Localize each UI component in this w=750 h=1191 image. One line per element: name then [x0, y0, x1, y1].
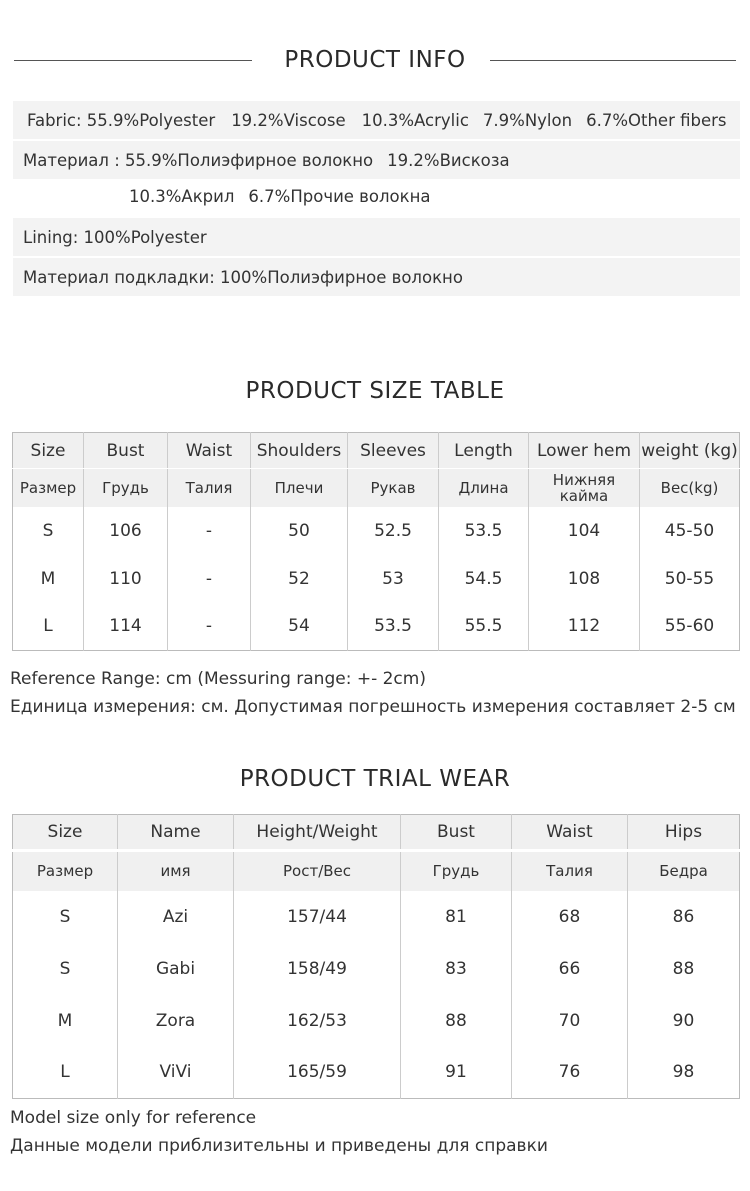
- material-ru-other: 6.7%Прочие волокна: [248, 186, 431, 206]
- table-cell: 50-55: [640, 555, 740, 603]
- table-cell: -: [168, 507, 251, 555]
- table-cell: 162/53: [234, 995, 401, 1047]
- table-cell: 114: [84, 603, 168, 651]
- table-row: [13, 555, 740, 603]
- trial-note-en: Model size only for reference: [10, 1108, 257, 1128]
- size-header-ru: [13, 469, 740, 507]
- size-header-cell: Sleeves: [348, 433, 439, 469]
- table-cell: 86: [628, 891, 740, 943]
- table-cell: L: [43, 616, 53, 637]
- table-cell: 76: [512, 1047, 628, 1099]
- table-cell: 106: [84, 507, 168, 555]
- table-cell: 88: [628, 943, 740, 995]
- size-header-cell: Length: [439, 433, 529, 469]
- table-cell: Zora: [118, 995, 234, 1047]
- trial-note-ru: Данные модели приблизительны и приведены для справки: [10, 1136, 548, 1156]
- material-ru-viscose: 19.2%Вискоза: [387, 150, 510, 170]
- fabric-row: [13, 101, 740, 139]
- table-cell: 53: [348, 555, 439, 603]
- table-cell: ViVi: [118, 1047, 234, 1099]
- table-cell: L: [60, 1062, 70, 1083]
- table-cell: M: [57, 1010, 73, 1031]
- material-ru-polyester: Материал : 55.9%Полиэфирное волокно: [23, 150, 374, 170]
- table-cell: 66: [512, 943, 628, 995]
- material-ru-row-2: [13, 179, 740, 213]
- size-header-cell: Size: [13, 433, 84, 469]
- table-cell: 52.5: [348, 507, 439, 555]
- table-row: [13, 1047, 740, 1099]
- size-header-ru-cell: Рукав: [348, 469, 439, 507]
- table-cell: S: [59, 958, 71, 979]
- table-cell: 53.5: [348, 603, 439, 651]
- table-cell: 165/59: [234, 1047, 401, 1099]
- table-cell: S: [42, 520, 54, 541]
- size-header-cell: Waist: [168, 433, 251, 469]
- product-info-title: PRODUCT INFO: [284, 47, 466, 73]
- size-header-ru-cell: Размер: [13, 469, 84, 507]
- table-cell: 91: [401, 1047, 512, 1099]
- trial-header-ru-cell: имя: [118, 851, 234, 891]
- table-cell: 158/49: [234, 943, 401, 995]
- trial-header-ru-cell: Грудь: [401, 851, 512, 891]
- trial-header-ru-cell: Бедра: [628, 851, 740, 891]
- size-note-en: Reference Range: cm (Messuring range: +- 2cm): [10, 669, 426, 689]
- trial-header-cell: Height/Weight: [234, 815, 401, 851]
- size-header-ru-cell: Грудь: [84, 469, 168, 507]
- table-cell: 108: [529, 555, 640, 603]
- fabric-other: 6.7%Other fibers: [586, 110, 727, 130]
- lower-hem-ru-label: Нижняя кайма: [552, 470, 616, 505]
- lining-text: Lining: 100%Polyester: [23, 227, 207, 247]
- table-row: [13, 943, 740, 995]
- table-cell: Gabi: [118, 943, 234, 995]
- table-cell: M: [40, 568, 56, 589]
- table-row: [13, 995, 740, 1047]
- size-table: [12, 432, 740, 651]
- lining-row: [13, 218, 740, 256]
- table-row: [13, 507, 740, 555]
- material-ru-acrylic: 10.3%Акрил: [129, 186, 235, 206]
- size-header-ru-cell: Плечи: [251, 469, 348, 507]
- trial-header-ru-cell: Талия: [512, 851, 628, 891]
- table-cell: 112: [529, 603, 640, 651]
- table-cell: Azi: [118, 891, 234, 943]
- table-row: [13, 891, 740, 943]
- trial-header-en: [13, 815, 740, 851]
- table-cell: 52: [251, 555, 348, 603]
- trial-header-cell: Hips: [628, 815, 740, 851]
- table-cell: 54.5: [439, 555, 529, 603]
- table-cell: -: [168, 603, 251, 651]
- trial-wear-title: PRODUCT TRIAL WEAR: [239, 766, 511, 792]
- size-header-ru-cell: Талия: [168, 469, 251, 507]
- table-cell: 81: [401, 891, 512, 943]
- table-cell: -: [168, 555, 251, 603]
- size-header-cell: Bust: [84, 433, 168, 469]
- trial-header-ru-cell: Рост/Вес: [234, 851, 401, 891]
- table-cell: 157/44: [234, 891, 401, 943]
- table-cell: 104: [529, 507, 640, 555]
- lining-ru-text: Материал подкладки: 100%Полиэфирное волокно: [23, 267, 463, 287]
- fabric-polyester: Fabric: 55.9%Polyester: [27, 110, 216, 130]
- size-header-ru-cell: Вес(kg): [640, 469, 740, 507]
- table-cell: 83: [401, 943, 512, 995]
- size-table-title: PRODUCT SIZE TABLE: [245, 378, 505, 404]
- trial-header-ru: [13, 851, 740, 891]
- table-cell: 88: [401, 995, 512, 1047]
- table-cell: 53.5: [439, 507, 529, 555]
- lining-ru-row: [13, 258, 740, 296]
- table-cell: 98: [628, 1047, 740, 1099]
- fabric-nylon: 7.9%Nylon: [482, 110, 573, 130]
- trial-header-cell: Name: [118, 815, 234, 851]
- size-header-cell: Shoulders: [251, 433, 348, 469]
- size-header-ru-cell: [529, 469, 640, 507]
- fabric-viscose: 19.2%Viscose: [231, 110, 346, 130]
- size-header-cell: weight (kg): [640, 433, 740, 469]
- table-cell: 55-60: [640, 603, 740, 651]
- table-row: [13, 603, 740, 651]
- table-cell: 55.5: [439, 603, 529, 651]
- table-cell: 50: [251, 507, 348, 555]
- table-cell: 68: [512, 891, 628, 943]
- table-cell: 90: [628, 995, 740, 1047]
- fabric-acrylic: 10.3%Acrylic: [361, 110, 469, 130]
- trial-header-cell: Bust: [401, 815, 512, 851]
- trial-header-ru-cell: Размер: [13, 851, 118, 891]
- table-cell: 70: [512, 995, 628, 1047]
- table-cell: 45-50: [640, 507, 740, 555]
- trial-header-cell: Size: [13, 815, 118, 851]
- size-note-ru: Единица измерения: см. Допустимая погрешность измерения составляет 2-5 см: [10, 697, 736, 717]
- trial-wear-table: [12, 814, 740, 1099]
- table-cell: S: [59, 906, 71, 927]
- size-header-cell: Lower hem: [529, 433, 640, 469]
- material-ru-row: [13, 141, 740, 179]
- size-header-en: [13, 433, 740, 469]
- trial-header-cell: Waist: [512, 815, 628, 851]
- table-cell: 110: [84, 555, 168, 603]
- size-header-ru-cell: Длина: [439, 469, 529, 507]
- table-cell: 54: [251, 603, 348, 651]
